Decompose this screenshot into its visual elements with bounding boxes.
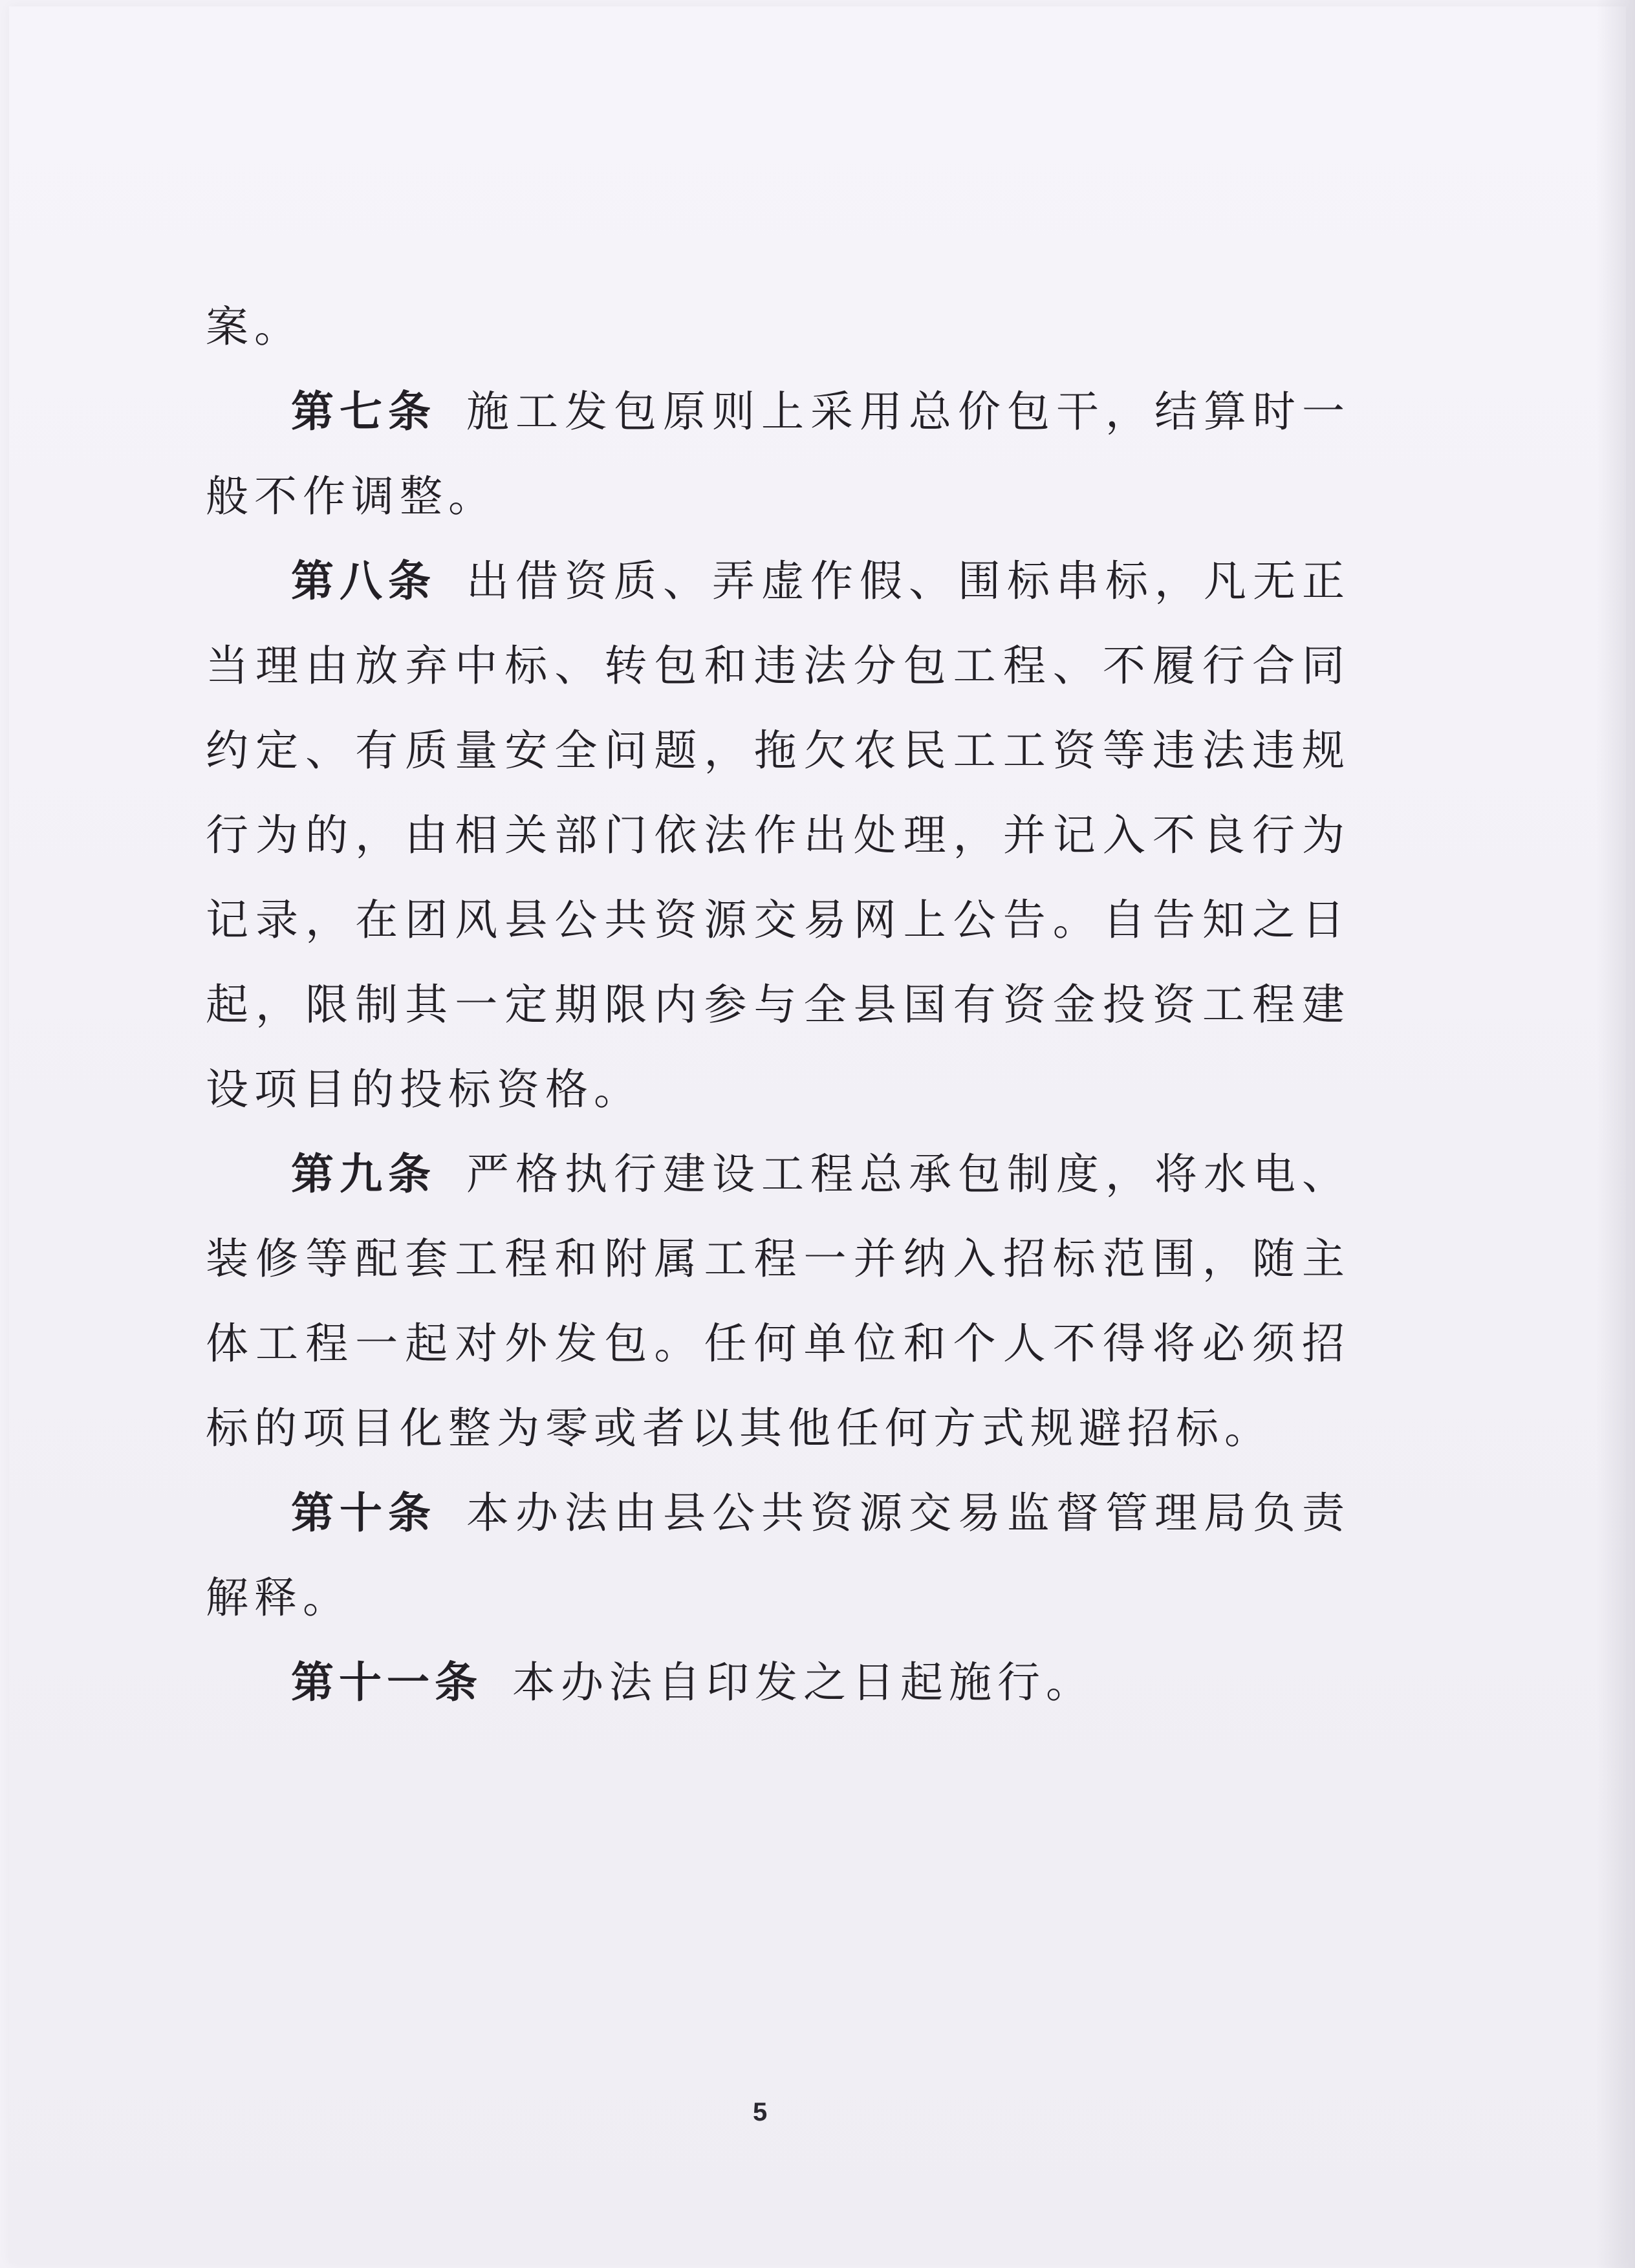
article-heading: 第十一条: [291, 1657, 482, 1707]
article-heading: 第七条: [291, 386, 437, 437]
paragraph-text: 案。: [206, 302, 303, 352]
document-body: [206, 285, 1350, 1725]
page-number: 5: [753, 2098, 768, 2126]
article-8: [206, 539, 1350, 1132]
article-text: 本办法自印发之日起施行。: [512, 1658, 1094, 1707]
article-text: 施工发包原则上采用总价包干，结算时一般不作调整。: [206, 387, 1350, 521]
article-text: 出借资质、弄虚作假、围标串标，凡无正当理由放弃中标、转包和违法分包工程、不履行合同约定、有质量安全问题，拖欠农民工工资等违法违规行为的，由相关部门依法作出处理，并记入不良行为记录，在团风县公共资源交易网上公告。自告知之日起，限制其一定期限内参与全县国有资金投资工程建设项目的投标资格。: [206, 556, 1350, 1114]
article-10: [206, 1471, 1350, 1640]
article-text: 本办法由县公共资源交易监督管理局负责解释。: [206, 1488, 1350, 1623]
article-heading: 第九条: [291, 1149, 437, 1199]
article-9: [206, 1132, 1350, 1471]
article-11: [206, 1640, 1350, 1725]
article-7: [206, 369, 1350, 539]
paragraph-continuation: [206, 285, 1350, 369]
article-text: 严格执行建设工程总承包制度，将水电、装修等配套工程和附属工程一并纳入招标范围，随主体工程一起对外发包。任何单位和个人不得将必须招标的项目化整为零或者以其他任何方式规避招标。: [206, 1149, 1350, 1453]
article-heading: 第八条: [291, 556, 437, 606]
article-heading: 第十条: [291, 1487, 437, 1538]
page-edge-shadow: [1596, 0, 1635, 2268]
